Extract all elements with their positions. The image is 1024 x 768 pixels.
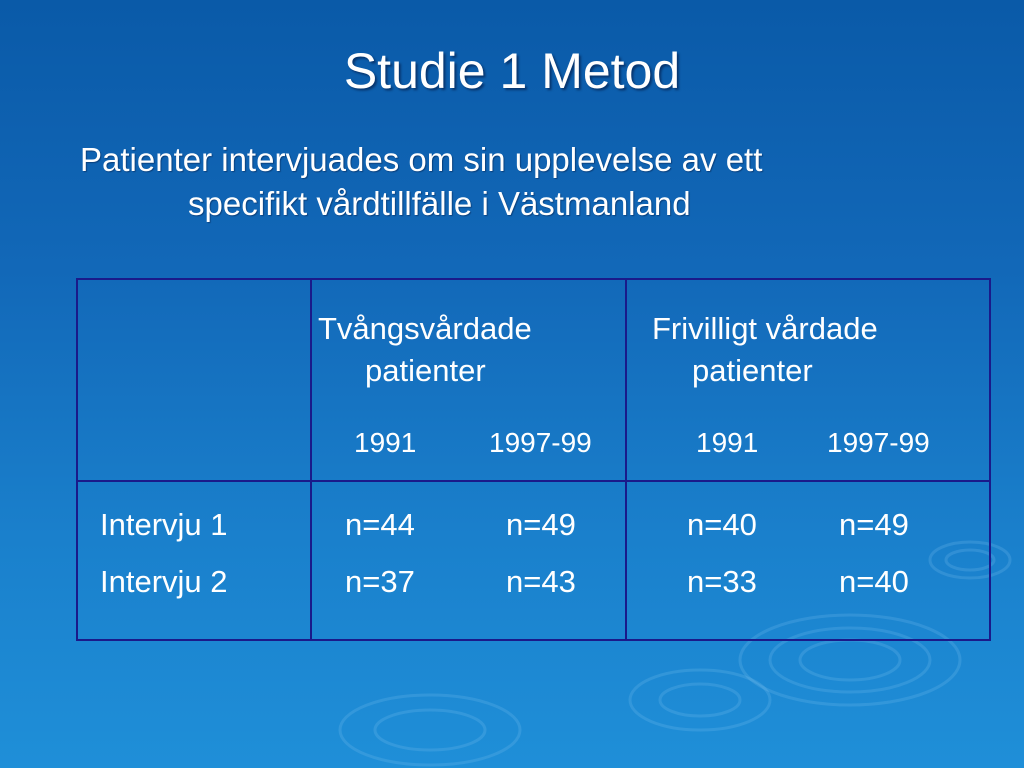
subtitle-line-1: Patienter intervjuades om sin upplevelse av ett <box>80 141 763 178</box>
group-header-voluntary-line1: Frivilligt vårdade <box>652 311 878 346</box>
table-cell: n=49 <box>839 507 909 542</box>
year-header: 1997-99 <box>827 427 930 458</box>
year-header: 1991 <box>354 427 417 458</box>
row-label: Intervju 2 <box>100 564 228 599</box>
column-divider <box>625 280 627 639</box>
table-cell: n=49 <box>506 507 576 542</box>
table-cell: n=37 <box>345 564 415 599</box>
data-table <box>76 278 991 641</box>
year-header: 1997-99 <box>489 427 592 458</box>
slide-title: Studie 1 Metod <box>343 43 681 99</box>
table-cell: n=44 <box>345 507 415 542</box>
table-cell: n=40 <box>687 507 757 542</box>
group-header-forced-line1: Tvångsvårdade <box>318 311 532 346</box>
table-cell: n=33 <box>687 564 757 599</box>
group-header-voluntary-line2: patienter <box>692 353 813 388</box>
table-cell: n=43 <box>506 564 576 599</box>
year-header: 1991 <box>696 427 759 458</box>
header-divider <box>78 480 989 482</box>
column-divider <box>310 280 312 639</box>
group-header-forced-line2: patienter <box>365 353 486 388</box>
row-label: Intervju 1 <box>100 507 228 542</box>
table-cell: n=40 <box>839 564 909 599</box>
slide-subtitle <box>80 138 980 226</box>
subtitle-line-2: specifikt vårdtillfälle i Västmanland <box>188 185 691 222</box>
